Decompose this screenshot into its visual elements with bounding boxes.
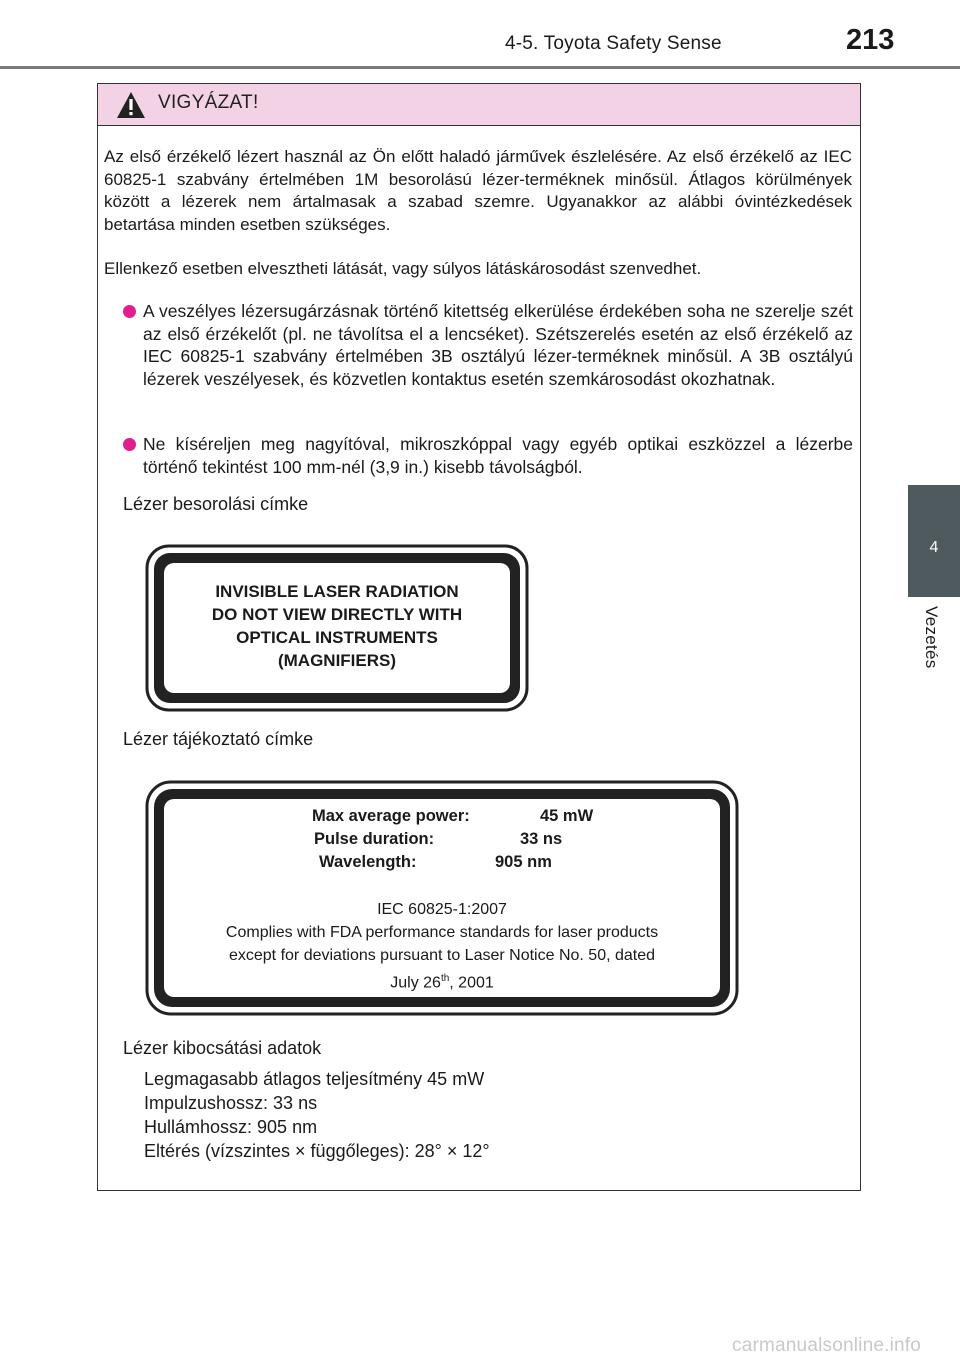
classification-line: INVISIBLE LASER RADIATION xyxy=(215,582,459,601)
bullet-dot-icon xyxy=(123,305,136,318)
caution-paragraph-2: Ellenkező esetben elvesztheti látását, vagy súlyos látáskárosodást szenvedhet. xyxy=(104,259,702,278)
caution-bullet-text-1: A veszélyes lézersugárzásnak történő kitettség elkerülése érdekében soha ne szerelje szét az első érzékelőt (pl. ne távolítsa el a lencséket). Szétszerelés esetén az első érzékelő az IEC 60825-1 szabvány értelmében 3B osztályú lézer-terméknek minősül. A 3B osztályú lézerek veszélyesek, és közvetlen kontaktus esetén szemkárosodást okozhatnak. xyxy=(143,301,853,389)
caution-box xyxy=(97,83,861,1191)
watermark: carmanualsonline.info xyxy=(732,1335,922,1356)
caution-header xyxy=(98,84,860,126)
caution-title: VIGYÁZAT! xyxy=(158,92,259,113)
classification-line: DO NOT VIEW DIRECTLY WITH xyxy=(211,605,463,624)
fda-compliance-line-1: Complies with FDA performance standards for laser products xyxy=(225,924,659,941)
classification-label-title: Lézer besorolási címke xyxy=(123,494,309,514)
notice-date-suffix: , 2001 xyxy=(449,974,494,992)
spec-wavelength-value: 905 nm xyxy=(495,853,552,871)
caution-bullet-text-2: Ne kíséreljen meg nagyítóval, mikroszkóppal vagy egyéb optikai eszközzel a lézerbe történő tekintést 100 mm-nél (3,9 in.) kisebb távolságból. xyxy=(143,434,853,477)
chapter-tab-number: 4 xyxy=(929,539,939,556)
emission-line: Eltérés (vízszintes × függőleges): 28° × 12° xyxy=(144,1141,490,1161)
classification-label-text xyxy=(145,580,529,672)
spec-wavelength-name: Wavelength: xyxy=(319,853,417,871)
header-divider xyxy=(0,66,960,69)
info-label-title: Lézer tájékoztató címke xyxy=(123,729,314,749)
notice-date-prefix: July 26 xyxy=(390,974,441,992)
spec-power-value: 45 mW xyxy=(540,807,594,825)
caution-bullet-1 xyxy=(123,300,853,390)
warning-triangle-icon xyxy=(116,91,146,119)
chapter-label xyxy=(908,606,960,716)
emission-data-title: Lézer kibocsátási adatok xyxy=(123,1038,322,1058)
notice-date-sup: th xyxy=(440,973,450,984)
spec-pulse-name: Pulse duration: xyxy=(314,830,435,848)
notice-date xyxy=(145,967,739,994)
classification-line: (MAGNIFIERS) xyxy=(277,651,397,670)
emission-line: Hullámhossz: 905 nm xyxy=(144,1117,318,1137)
laser-info-label xyxy=(145,780,739,1016)
classification-line: OPTICAL INSTRUMENTS xyxy=(236,628,438,647)
chapter-label-text: Vezetés xyxy=(922,606,941,669)
chapter-tab[interactable] xyxy=(908,485,960,597)
caution-bullet-2 xyxy=(123,433,853,478)
bullet-dot-icon xyxy=(123,438,136,451)
page-number: 213 xyxy=(846,24,895,56)
spec-pulse-value: 33 ns xyxy=(520,830,563,848)
emission-line: Impulzushossz: 33 ns xyxy=(144,1093,318,1113)
iec-standard: IEC 60825-1:2007 xyxy=(377,901,507,918)
section-title: 4-5. Toyota Safety Sense xyxy=(505,33,722,54)
spec-power-name: Max average power: xyxy=(312,807,470,825)
caution-paragraph-1: Az első érzékelő lézert használ az Ön előtt haladó járművek észlelésére. Az első érzékelő az IEC 60825-1 szabvány értelmében 1M besorolású lézer-terméknek minősül. Átlagos körülmények között a lézerek nem ártalmasak a szabad szemre. Ugyanakkor az alábbi óvintézkedések betartása minden esetben szükséges. xyxy=(104,147,852,234)
emission-line: Legmagasabb átlagos teljesítmény 45 mW xyxy=(144,1069,485,1089)
emission-data-list xyxy=(144,1067,490,1163)
fda-compliance-line-2: except for deviations pursuant to Laser Notice No. 50, dated xyxy=(228,947,656,964)
laser-classification-label xyxy=(145,544,529,712)
